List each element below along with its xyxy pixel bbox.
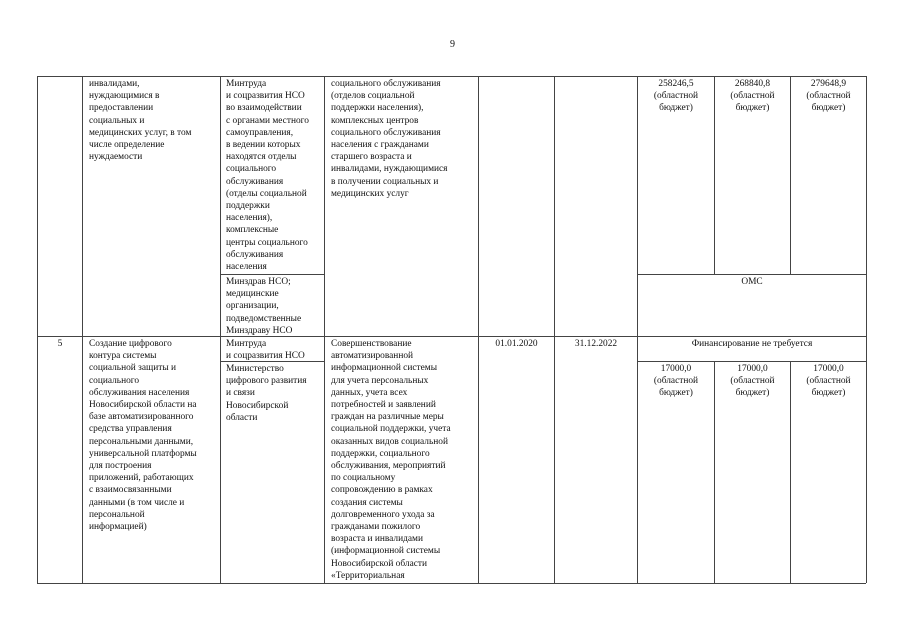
col-border-funding	[637, 76, 638, 583]
row-number-cell: 5	[57, 339, 63, 349]
task-cell: инвалидами, нуждающимися в предоставлении социальных и медицинских услуг, в том числе определение нуждаемости	[89, 79, 192, 163]
col-border-result	[324, 76, 325, 583]
funding-2020-cell-5: 17000,0 (областной бюджет)	[653, 364, 699, 399]
row-divider-main	[37, 336, 866, 337]
funding-note-cell: Финансирование не требуется	[691, 339, 813, 349]
page-number: 9	[450, 39, 455, 50]
executor-cell: Минтруда и соцразвития НСО во взаимодействии с органами местного самоуправления, в ведении которых находятся отделы социального обслуживания (отделы социальной поддержки населения), комплексные центры социального обслуживания населения	[226, 79, 309, 273]
result-cell-5: Совершенствование автоматизированной информационной системы для учета персональных данных, учета всех потребностей и заявлений граждан на различные меры социальной поддержки, учета оказанных видов социальной поддержки, социального обслуживания, мероприятий по социальному сопровождению в рамках создания системы долговременного ухода за гражданами пожилого возраста и инвалидами (информационной системы Новосибирской области «Территориальная	[331, 339, 451, 581]
funding-oms-cell: ОМС	[741, 277, 763, 287]
task-cell-5: Создание цифрового контура системы социальной защиты и социального обслуживания населения Новосибирской области на базе автоматизированного средства управления персональными данными, универсальной платформы для построения приложений, работающих с взаимосвязанными данными (в том числе и персональной информацией)	[89, 339, 197, 533]
executor-secondary-cell: Минздрав НСО; медицинские организации, подведомственные Минздраву НСО	[226, 277, 302, 336]
funding-2022-cell-5: 17000,0 (областной бюджет)	[806, 364, 851, 399]
row-divider-funding-5	[637, 361, 866, 362]
col-border-start	[478, 76, 479, 583]
funding-2022-cell: 279648,9 (областной бюджет)	[806, 79, 851, 114]
col-border-left	[37, 76, 38, 583]
table-bottom-border	[37, 583, 866, 584]
funding-2021-cell-5: 17000,0 (областной бюджет)	[730, 364, 775, 399]
end-date-cell: 31.12.2022	[574, 339, 618, 349]
col-border-right	[866, 76, 867, 583]
result-cell: социального обслуживания (отделов социальной поддержки населения), комплексных центров социального обслуживания населения с гражданами старшего возраста и инвалидами, нуждающимися в получении социальных и медицинских услуг	[331, 79, 448, 199]
executor-cell-5: Минтруда и соцразвития НСО	[226, 339, 305, 362]
start-date-cell: 01.01.2020	[495, 339, 538, 349]
col-border-executor	[220, 76, 221, 583]
row-divider-executor	[220, 274, 324, 275]
col-border-end	[554, 76, 555, 583]
executor-secondary-cell-5: Министерство цифрового развития и связи Новосибирской области	[226, 364, 307, 423]
funding-2020-cell: 258246,5 (областной бюджет)	[653, 79, 699, 114]
col-border-task	[82, 76, 83, 583]
row-divider-funding	[637, 274, 866, 275]
funding-2021-cell: 268840,8 (областной бюджет)	[730, 79, 775, 114]
table-top-border	[37, 76, 866, 77]
